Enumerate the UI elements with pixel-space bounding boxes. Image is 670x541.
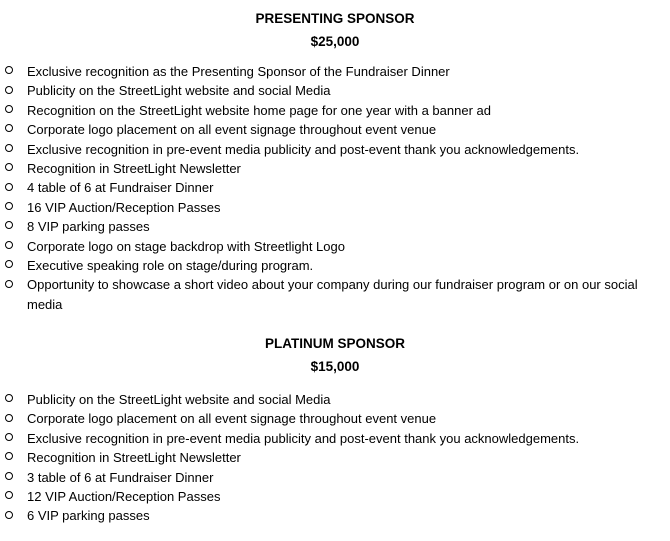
list-item-text: 8 VIP parking passes: [27, 219, 150, 235]
list-item: [0, 506, 670, 525]
list-item-text: Exclusive recognition in pre-event media publicity and post-event thank you acknowledgements.: [27, 430, 580, 446]
benefit-list: [0, 390, 670, 526]
hollow-circle-icon: [4, 448, 14, 467]
list-item: [0, 275, 670, 314]
list-item: [0, 468, 670, 487]
hollow-circle-icon: [4, 256, 14, 275]
list-item-text: Corporate logo on stage backdrop with Streetlight Logo: [27, 238, 345, 254]
list-item: [0, 487, 670, 506]
list-item: [0, 448, 670, 467]
section-price: $25,000: [310, 34, 360, 49]
hollow-circle-icon: [4, 101, 14, 120]
hollow-circle-icon: [4, 178, 14, 197]
list-item: [0, 140, 670, 159]
section-title: PRESENTING SPONSOR: [255, 11, 415, 26]
list-item-text: Recognition in StreetLight Newsletter: [27, 161, 241, 177]
hollow-circle-icon: [4, 237, 14, 256]
hollow-circle-icon: [4, 81, 14, 100]
list-item-text: 12 VIP Auction/Reception Passes: [27, 489, 221, 505]
platinum-sponsor-section: [0, 334, 670, 526]
hollow-circle-icon: [4, 120, 14, 139]
hollow-circle-icon: [4, 468, 14, 487]
list-item: [0, 217, 670, 236]
list-item: [0, 198, 670, 217]
section-title: PLATINUM SPONSOR: [264, 336, 405, 351]
hollow-circle-icon: [4, 62, 14, 81]
hollow-circle-icon: [4, 390, 14, 409]
list-item-text: Opportunity to showcase a short video about your company during our fundraiser program or on our social media: [27, 277, 638, 312]
hollow-circle-icon: [4, 198, 14, 217]
hollow-circle-icon: [4, 429, 14, 448]
list-item: [0, 237, 670, 256]
list-item: [0, 62, 670, 81]
hollow-circle-icon: [4, 217, 14, 236]
list-item: [0, 101, 670, 120]
list-item: [0, 390, 670, 409]
presenting-sponsor-section: [0, 9, 670, 314]
list-item-text: Exclusive recognition as the Presenting Sponsor of the Fundraiser Dinner: [27, 64, 450, 79]
hollow-circle-icon: [4, 409, 14, 428]
list-item: [0, 256, 670, 275]
list-item-text: Recognition in StreetLight Newsletter: [27, 450, 241, 466]
hollow-circle-icon: [4, 275, 14, 294]
list-item-text: 6 VIP parking passes: [27, 508, 150, 524]
list-item-text: Publicity on the StreetLight website and social Media: [27, 392, 331, 407]
hollow-circle-icon: [4, 140, 14, 159]
list-item-text: 3 table of 6 at Fundraiser Dinner: [27, 469, 214, 485]
hollow-circle-icon: [4, 159, 14, 178]
list-item-text: Corporate logo placement on all event signage throughout event venue: [27, 411, 437, 427]
hollow-circle-icon: [4, 506, 14, 525]
list-item-text: Executive speaking role on stage/during program.: [27, 258, 314, 274]
list-item-text: 16 VIP Auction/Reception Passes: [27, 199, 221, 215]
list-item: [0, 120, 670, 139]
list-item-text: Exclusive recognition in pre-event media publicity and post-event thank you acknowledgements.: [27, 141, 580, 157]
list-item: [0, 178, 670, 197]
list-item-text: Recognition on the StreetLight website home page for one year with a banner ad: [27, 102, 491, 118]
list-item: [0, 409, 670, 428]
list-item: [0, 81, 670, 100]
benefit-list: [0, 62, 670, 314]
list-item: [0, 429, 670, 448]
list-item-text: Publicity on the StreetLight website and social Media: [27, 83, 331, 99]
list-item-text: Corporate logo placement on all event signage throughout event venue: [27, 122, 437, 138]
section-price: $15,000: [310, 359, 360, 374]
hollow-circle-icon: [4, 487, 14, 506]
list-item-text: 4 table of 6 at Fundraiser Dinner: [27, 180, 214, 196]
list-item: [0, 159, 670, 178]
